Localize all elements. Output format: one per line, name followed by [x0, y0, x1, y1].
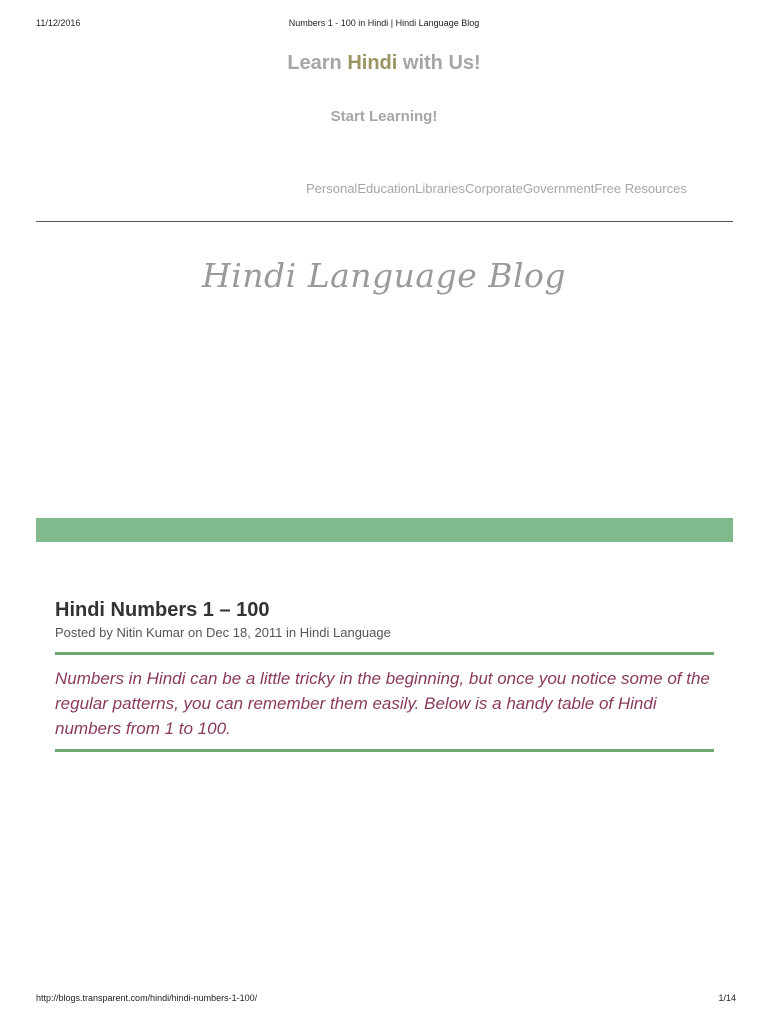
nav-item-corporate[interactable]: Corporate [465, 181, 523, 196]
post-date: Dec 18, 2011 [206, 625, 283, 640]
promo-title-pre: Learn [287, 52, 348, 74]
print-footer [0, 993, 768, 1007]
intro-bottom-rule [55, 749, 714, 752]
meta-posted-by: Posted by [55, 625, 117, 640]
print-page-title: Numbers 1 - 100 in Hindi | Hindi Language Blog [288, 18, 480, 28]
promo-nav [306, 181, 733, 199]
nav-item-personal[interactable]: Personal [306, 181, 358, 196]
print-date: 11/12/2016 [36, 18, 81, 28]
print-page-number: 1/14 [718, 993, 736, 1003]
promo-title-accent: Hindi [347, 52, 398, 74]
category-link[interactable]: Hindi Language [299, 625, 391, 640]
promo-title-post: with Us! [397, 52, 481, 74]
meta-in: in [282, 625, 300, 640]
intro-top-rule [55, 652, 714, 655]
print-header [0, 18, 768, 32]
header-divider [36, 221, 733, 222]
nav-item-government[interactable]: Government [522, 181, 595, 196]
nav-item-education[interactable]: Education [357, 181, 416, 196]
print-url: http://blogs.transparent.com/hindi/hindi-numbers-1-100/ [36, 993, 258, 1003]
green-nav-bar [36, 518, 733, 542]
nav-item-libraries[interactable]: Libraries [415, 181, 465, 196]
post-meta [55, 625, 391, 640]
nav-item-free-resources[interactable]: Free Resources [594, 181, 687, 196]
start-learning-link[interactable]: Start Learning! [330, 108, 438, 125]
author-link[interactable]: Nitin Kumar [116, 625, 185, 640]
promo-title [0, 52, 768, 75]
meta-on: on [184, 625, 207, 640]
blog-title[interactable]: Hindi Language Blog [201, 256, 567, 295]
post-title[interactable]: Hindi Numbers 1 – 100 [55, 599, 270, 621]
intro-paragraph: Numbers in Hindi can be a little tricky in the beginning, but once you notice some of the regular patterns, you can remember them easily. Below is a handy table of Hindi numbers from 1 to 100. [55, 669, 710, 738]
